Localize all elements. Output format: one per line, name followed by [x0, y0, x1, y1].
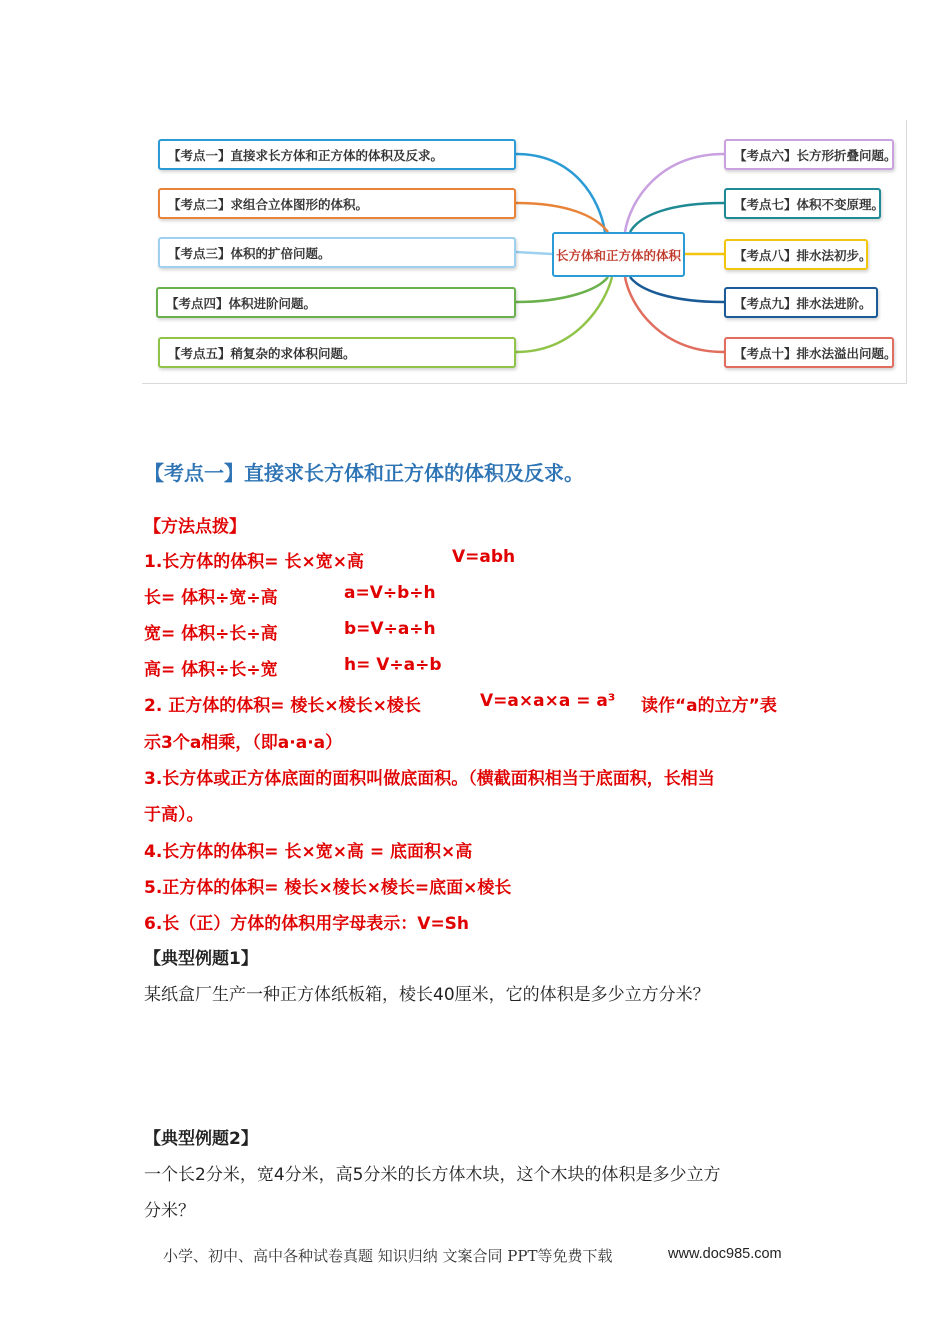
- method-line-7: 4.长方体的体积= 长×宽×高 = 底面积×高: [144, 842, 473, 862]
- example-1-heading: 【典型例题1】: [144, 949, 258, 969]
- mindmap-node-10: 【考点十】排水法溢出问题。: [724, 337, 894, 368]
- footer-text: 小学、初中、高中各种试卷真题 知识归纳 文案合同 PPT等免费下载: [163, 1247, 613, 1265]
- method-line-4: 高= 体积÷长÷宽: [144, 660, 278, 680]
- example-2-heading: 【典型例题2】: [144, 1129, 258, 1149]
- branch-line-4: [516, 277, 608, 302]
- mindmap-center-node: 长方体和正方体的体积: [552, 232, 685, 277]
- footer-url[interactable]: www.doc985.com: [668, 1246, 782, 1262]
- branch-line-9: [630, 277, 724, 302]
- mindmap-node-5: 【考点五】稍复杂的求体积问题。: [158, 337, 516, 368]
- method-formula-1: V=abh: [452, 547, 516, 567]
- method-line-2: 长= 体积÷宽÷高: [144, 588, 278, 608]
- mindmap-node-3: 【考点三】体积的扩倍问题。: [158, 237, 516, 268]
- mindmap-node-4: 【考点四】体积进阶问题。: [156, 287, 516, 318]
- method-line-9: 6.长（正）方体的体积用字母表示：V=Sh: [144, 914, 470, 934]
- method-formula-3: b=V÷a÷h: [344, 619, 436, 639]
- mindmap-node-7: 【考点七】体积不变原理。: [724, 188, 881, 219]
- mindmap-node-6: 【考点六】长方形折叠问题。: [724, 139, 894, 170]
- method-formula-2: a=V÷b÷h: [344, 583, 436, 603]
- branch-line-2: [516, 203, 608, 232]
- mindmap-node-1: 【考点一】直接求长方体和正方体的体积及反求。: [158, 139, 516, 170]
- method-line-5: 2. 正方体的体积= 棱长×棱长×棱长: [144, 696, 421, 716]
- example-2-text: 一个长2分米，宽4分米，高5分米的长方体木块，这个木块的体积是多少立方: [144, 1165, 721, 1185]
- method-formula-4: h= V÷a÷b: [344, 655, 442, 675]
- method-heading: 【方法点拨】: [144, 517, 246, 537]
- method-line-6-cont: 于高）。: [144, 805, 204, 825]
- method-formula-5: V=a×a×a = a³: [480, 691, 616, 711]
- mindmap-node-9: 【考点九】排水法进阶。: [724, 287, 878, 318]
- branch-line-10: [625, 277, 724, 352]
- method-line-6: 3.长方体或正方体底面的面积叫做底面积。（横截面积相当于底面积，长相当: [144, 769, 715, 789]
- mindmap-node-8: 【考点八】排水法初步。: [724, 239, 868, 270]
- example-1-text: 某纸盒厂生产一种正方体纸板箱，棱长40厘米，它的体积是多少立方分米？: [144, 985, 710, 1005]
- method-line-1: 1.长方体的体积= 长×宽×高: [144, 552, 364, 572]
- branch-line-7: [630, 203, 724, 232]
- branch-line-1: [516, 154, 605, 232]
- method-read-5: 读作“a的立方”表: [641, 696, 777, 716]
- method-line-5-cont: 示3个a相乘，（即a·a·a）: [144, 733, 343, 753]
- method-line-3: 宽= 体积÷长÷高: [144, 624, 278, 644]
- branch-line-5: [516, 277, 612, 352]
- section-title: 【考点一】直接求长方体和正方体的体积及反求。: [144, 461, 584, 485]
- example-2-text-cont: 分米？: [144, 1201, 195, 1221]
- mindmap-node-2: 【考点二】求组合立体图形的体积。: [158, 188, 516, 219]
- branch-line-3: [516, 252, 552, 254]
- method-line-8: 5.正方体的体积= 棱长×棱长×棱长=底面×棱长: [144, 878, 512, 898]
